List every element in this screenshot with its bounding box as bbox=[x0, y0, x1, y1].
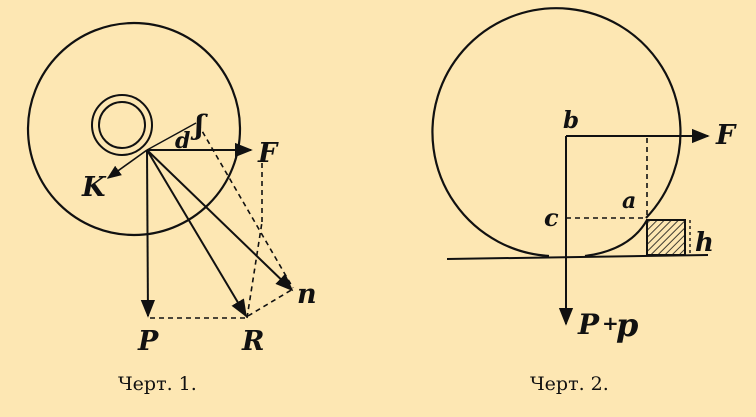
axle-inner-circle bbox=[99, 102, 145, 148]
resultant-R-arrow bbox=[147, 150, 246, 316]
axle-outer-circle bbox=[92, 95, 152, 155]
label-d: d bbox=[175, 128, 191, 154]
label-F: F bbox=[258, 138, 278, 169]
resultant-n-arrow bbox=[147, 150, 292, 290]
dashed-R-n bbox=[248, 289, 293, 316]
wheel-bottom-arc bbox=[585, 220, 647, 256]
label-f: ʃ bbox=[195, 110, 204, 141]
caption-figure-1: Черт. 1. bbox=[118, 373, 197, 395]
figure-2 bbox=[432, 8, 737, 395]
label-K: K bbox=[82, 172, 106, 203]
label-plus: + bbox=[602, 311, 619, 335]
label-n: n bbox=[297, 279, 317, 310]
obstacle-step bbox=[647, 220, 685, 255]
label-p: p bbox=[616, 306, 639, 344]
force-P-arrow bbox=[147, 150, 148, 316]
caption-figure-2: Черт. 2. bbox=[530, 373, 609, 395]
label-F-2: F bbox=[716, 120, 736, 151]
label-P: P bbox=[138, 326, 159, 357]
label-c: c bbox=[544, 203, 559, 232]
label-h: h bbox=[695, 228, 714, 258]
wheel-outer-circle bbox=[28, 23, 240, 235]
dashed-f-n bbox=[198, 124, 293, 288]
label-a: a bbox=[622, 188, 637, 214]
figure-1 bbox=[28, 23, 317, 395]
dashed-R-up bbox=[247, 222, 262, 318]
label-b: b bbox=[563, 107, 580, 134]
label-P-2: P bbox=[578, 308, 600, 341]
label-R: R bbox=[242, 326, 265, 357]
